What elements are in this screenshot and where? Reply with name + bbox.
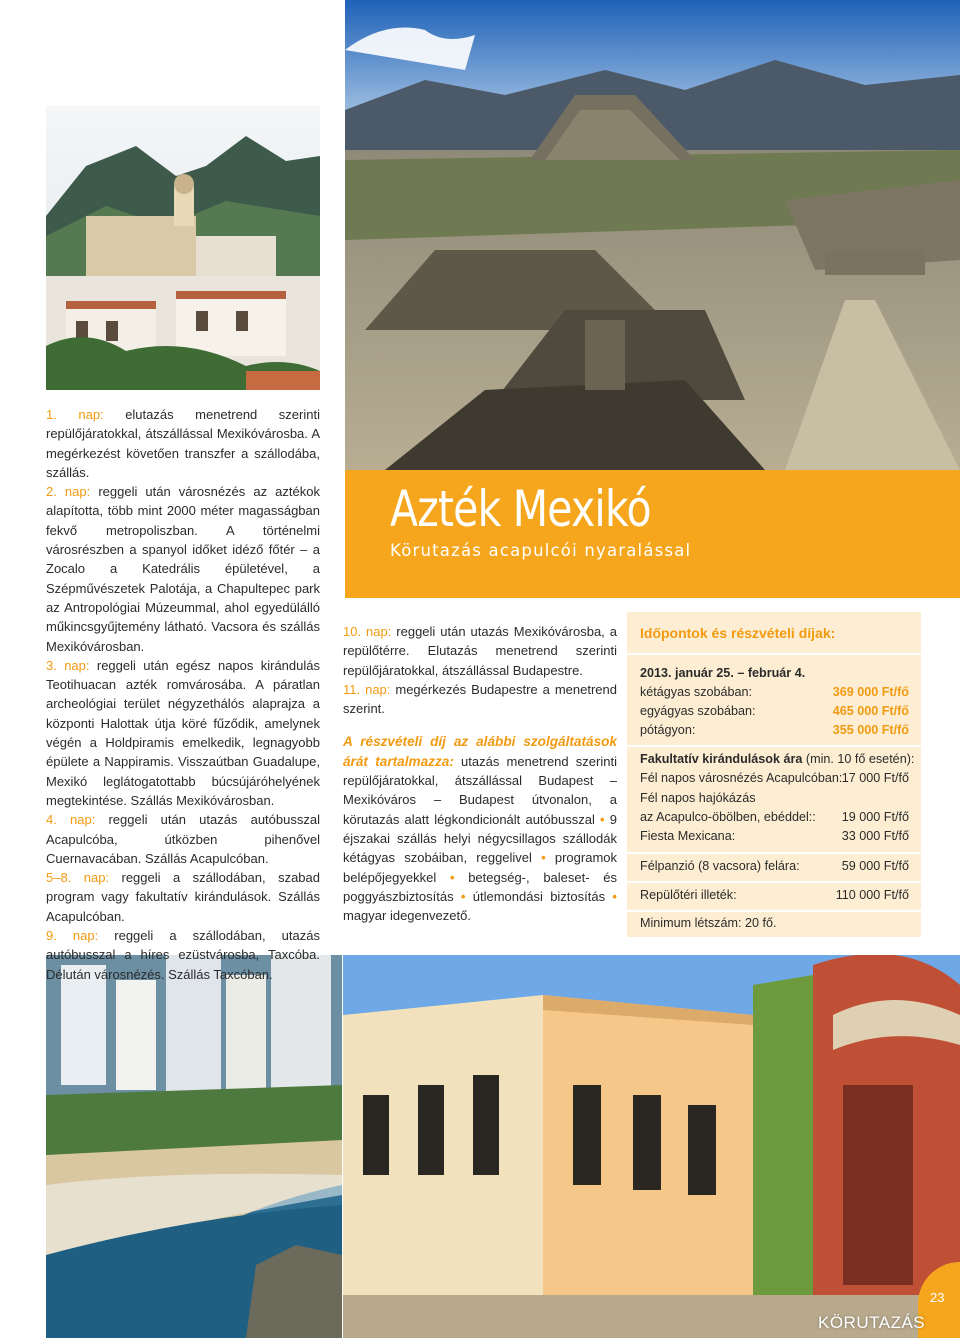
photo-colonial-street [343,955,960,1338]
day-label: 11. nap: [343,681,391,697]
itinerary-day [46,405,320,482]
itinerary-day [46,656,320,810]
bullet-icon: • [600,811,605,827]
price-box [627,612,921,937]
travel-date: 2013. január 25. – február 4. [640,666,806,680]
itinerary-day [343,680,617,719]
optional-row [640,789,915,808]
included-item: útlemondási biztosítás [465,888,613,904]
day-text: megérkezés Budapestre a menetrend szerint. [343,681,617,717]
day-label: 10. nap: [343,624,392,639]
page-number: 23 [930,1290,945,1305]
included-item: programok belépőjegyekkel [343,850,618,885]
optional-amount: 19 000 Ft/fő [841,810,909,824]
halfboard-label: Félpanzió (8 vacsora) felára: [640,859,800,873]
page-title: Azték Mexikó [390,480,651,538]
photo-colonial-town [46,106,320,390]
price-label: pótágyon: [640,723,696,737]
optional-label: Fél napos hajókázás [640,791,756,805]
price-label: kétágyas szobában: [640,685,753,699]
included-item: magyar idegenvezető. [343,908,471,924]
optional-label: az Acapulco-öbölben, ebéddel:: [640,810,816,824]
optional-heading-row [640,750,915,769]
airport-fee-row [640,886,915,905]
optional-row [640,827,915,846]
included-services [343,732,617,925]
minimum-participants: Minimum létszám: 20 fő. [640,916,777,930]
day-label: 9. nap: [46,928,99,944]
included-heading: A részvételi díj az alábbi szolgáltatások árát tartalmazza: [343,734,617,769]
bullet-icon: • [612,888,617,904]
itinerary-day [343,622,617,680]
photo-teotihuacan-pyramids [345,0,960,470]
itinerary-mid-column [343,622,617,925]
price-amount: 355 000 Ft/fő [832,723,909,737]
included-item: betegség-, baleset- és poggyászbiztosítás [343,869,617,904]
airport-fee-amount: 110 000 Ft/fő [835,888,909,902]
travel-date-row [640,664,915,683]
day-text: reggeli után utazás autóbusszal Acapulcóba, útközben pihenővel Cuernavacában. Szállás Acapulcóban. [46,812,320,866]
optional-label: Fiesta Mexicana: [640,829,736,843]
day-label: 1. nap: [46,407,104,422]
day-text: elutazás menetrend szerinti repülőjáratokkal, átszállással Mexikóvárosba. A megérkezést követően transzfer a szállodába, szállás. [46,407,320,480]
halfboard-amount: 59 000 Ft/fő [841,859,909,873]
divider [627,745,921,747]
day-label: 2. nap: [46,484,91,500]
divider [627,910,921,912]
optional-row [640,769,915,788]
minimum-row [640,914,915,933]
airport-fee-label: Repülőtéri illeték: [640,888,737,902]
day-label: 4. nap: [46,812,96,828]
title-band [345,470,960,598]
section-label: KÖRUTAZÁS [818,1313,926,1332]
itinerary-day [46,810,320,868]
day-label: 5–8. nap: [46,870,110,886]
optional-label: Fél napos városnézés Acapulcóban: [640,771,843,785]
bullet-icon: • [449,869,455,885]
price-row [640,683,915,702]
day-label: 3. nap: [46,657,90,673]
day-text: reggeli a szállodában, szabad program vagy fakultatív kirándulások. Szállás Acapulcóban. [46,870,320,924]
day-text: reggeli után városnézés az aztékok alapította, több mint 2000 méter magasságban fekvő metropoliszban. A történelmi városrészben a spanyol időket idéző főtér – a Zocalo a Katedrális épületével, a Szépművészetek Palotája, a Chapultepec park az Antropológiai Múzeummal, ahol egyedülálló műkincsgyűjtemény látható. Vacsora és szállás Mexikóvárosban. [46,484,320,654]
optional-note: (min. 10 fő esetén): [802,752,915,766]
day-text: reggeli után egész napos kirándulás Teotihuacan azték romvárosába. A páratlan archeológiai terület négyzethálós alaprajza a központi Halottak útja köré fűződik, amelynek végén a Holdpiramis emelkedik, legnagyobb épülete a Nappiramis. Visszaútban Guadalupe, Mexikó leglátogatottabb búcsújáróhelyének megtekintése. Szállás Mexikóvárosban. [46,657,320,808]
divider [627,881,921,883]
included-item: 9 éjszakai szállás helyi négycsillagos szállodák kétágyas szobáiban, reggelivel [343,811,618,866]
price-row [640,702,915,721]
price-amount: 465 000 Ft/fő [832,704,909,718]
divider [627,653,921,655]
itinerary-day [46,926,320,984]
page-subtitle: Körutazás acapulcói nyaralással [390,541,692,560]
optional-amount: 33 000 Ft/fő [841,829,909,843]
price-row [640,721,915,740]
price-label: egyágyas szobában: [640,704,756,718]
optional-amount: 17 000 Ft/fő [841,771,909,785]
optional-heading: Fakultatív kirándulások ára [640,752,803,766]
day-text: reggeli után utazás Mexikóvárosba, a repülőtérre. Elutazás menetrend szerinti repülőjáratokkal, átszállással Budapestre. [343,624,617,678]
included-item: utazás menetrend szerinti repülőjáratokkal, átszállással Budapest – Mexikóváros – Budapest útvonalon, a körutazás alatt légkondicionált autóbusszal [343,753,617,827]
halfboard-row [640,857,915,876]
prices-heading: Időpontok és részvételi díjak: [640,625,836,641]
price-amount: 369 000 Ft/fő [832,685,909,699]
photo-acapulco-beach [46,955,342,1338]
itinerary-left-column [46,405,320,984]
bullet-icon: • [460,888,466,904]
itinerary-day [46,482,320,656]
day-text: reggeli a szállodában, utazás autóbusszal a híres ezüstvárosba, Taxcóba. Délután városnézés. Szállás Taxcóban. [46,928,320,982]
optional-row [640,808,915,827]
bullet-icon: • [541,850,546,866]
divider [627,852,921,854]
itinerary-day [46,868,320,926]
